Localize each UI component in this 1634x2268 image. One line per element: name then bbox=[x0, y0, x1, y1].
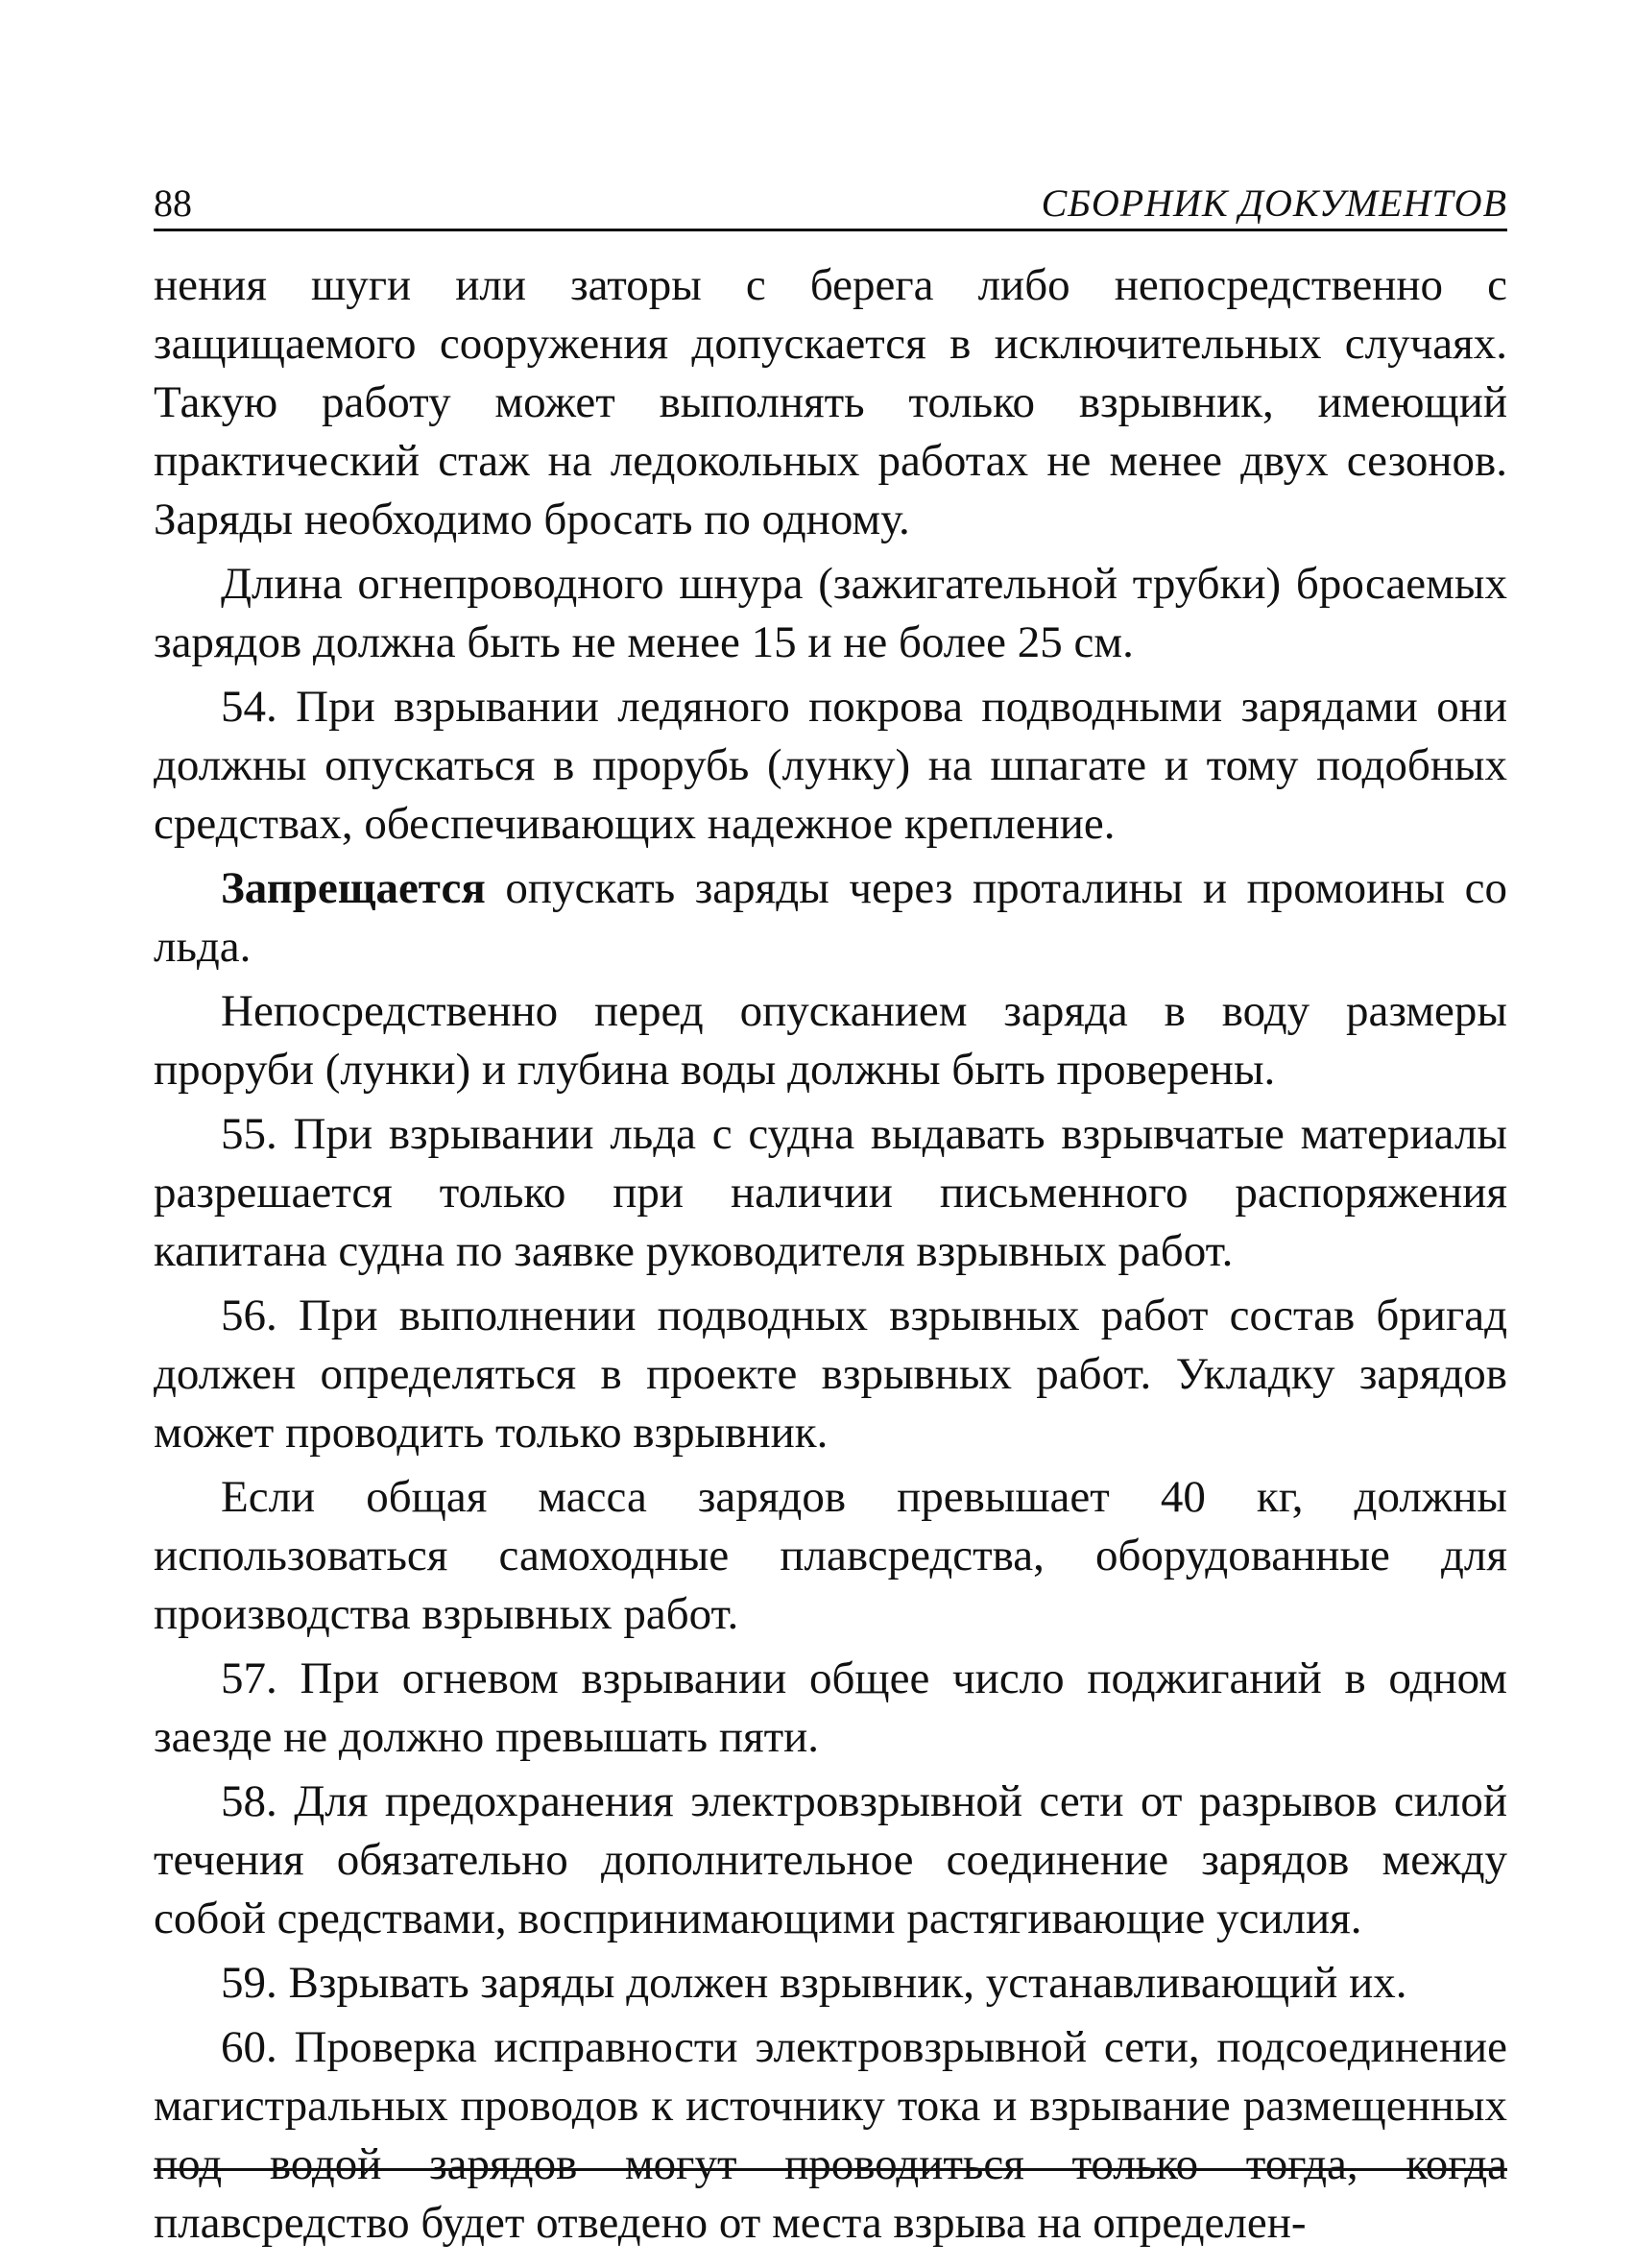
bold-lead-text: Запрещается bbox=[221, 863, 486, 913]
paragraph-text: нения шуги или заторы с берега либо непосредственно с защищаемого сооружения допускается в исключительных случаях. Такую работу может выполнять только взрывник, имеющий практический стаж на ледокольных работах не менее двух сезонов. Заряды необходимо бросать по одному. bbox=[154, 260, 1507, 544]
running-header bbox=[154, 173, 1507, 231]
paragraph-text: 60. Проверка исправности электровзрывной сети, подсоединение магистральных проводов к источнику тока и взрывание размещенных под водой зарядов могут проводиться только тогда, когда плавсредство будет отведено от места взрыва на определен- bbox=[154, 2022, 1507, 2248]
paragraph-item-56 bbox=[154, 1287, 1507, 1462]
paragraph-item-57 bbox=[154, 1650, 1507, 1767]
paragraph-text: Непосредственно перед опусканием заряда в воду размеры проруби (лунки) и глубина воды должны быть проверены. bbox=[154, 986, 1507, 1095]
paragraph-text: Длина огнепроводного шнура (зажигательной трубки) бросаемых зарядов должна быть не менее 15 и не более 25 см. bbox=[154, 559, 1507, 667]
paragraph-text: 54. При взрывании ледяного покрова подводными зарядами они должны опускаться в прорубь (лунку) на шпагате и тому подобных средствах, обеспечивающих надежное крепление. bbox=[154, 682, 1507, 849]
paragraph-text: 58. Для предохранения электровзрывной сети от разрывов силой течения обязательно дополнительное соединение зарядов между собой средствами, воспринимающими растягивающие усилия. bbox=[154, 1776, 1507, 1943]
paragraph-text: 59. Взрывать заряды должен взрывник, устанавливающий их. bbox=[221, 1958, 1407, 2008]
paragraph bbox=[154, 982, 1507, 1099]
paragraph-prohibition bbox=[154, 859, 1507, 977]
paragraph-text: Если общая масса зарядов превышает 40 кг, должны использоваться самоходные плавсредства, оборудованные для производства взрывных работ. bbox=[154, 1472, 1507, 1639]
paragraph-item-55 bbox=[154, 1105, 1507, 1281]
paragraph-item-54 bbox=[154, 678, 1507, 854]
running-title: СБОРНИК ДОКУМЕНТОВ bbox=[1041, 181, 1507, 225]
paragraph-item-60 bbox=[154, 2018, 1507, 2253]
paragraph bbox=[154, 1468, 1507, 1644]
paragraph-item-58 bbox=[154, 1773, 1507, 1948]
paragraph bbox=[154, 555, 1507, 672]
paragraph-text: 56. При выполнении подводных взрывных работ состав бригад должен определяться в проекте взрывных работ. Укладку зарядов может проводить только взрывник. bbox=[154, 1291, 1507, 1458]
paragraph-item-59 bbox=[154, 1954, 1507, 2013]
paragraph-text: 57. При огневом взрывании общее число поджиганий в одном заезде не должно превышать пяти. bbox=[154, 1653, 1507, 1762]
paragraph-text: 55. При взрывании льда с судна выдавать взрывчатые материалы разрешается только при наличии письменного распоряжения капитана судна по заявке руководителя взрывных работ. bbox=[154, 1109, 1507, 1276]
page-number: 88 bbox=[154, 181, 192, 225]
body-text bbox=[154, 256, 1507, 2253]
document-page bbox=[154, 173, 1507, 2258]
footer-rule bbox=[154, 2168, 1507, 2171]
paragraph-text: опускать заряды через проталины и промоины со льда. bbox=[154, 863, 1507, 972]
paragraph-continuation bbox=[154, 256, 1507, 549]
